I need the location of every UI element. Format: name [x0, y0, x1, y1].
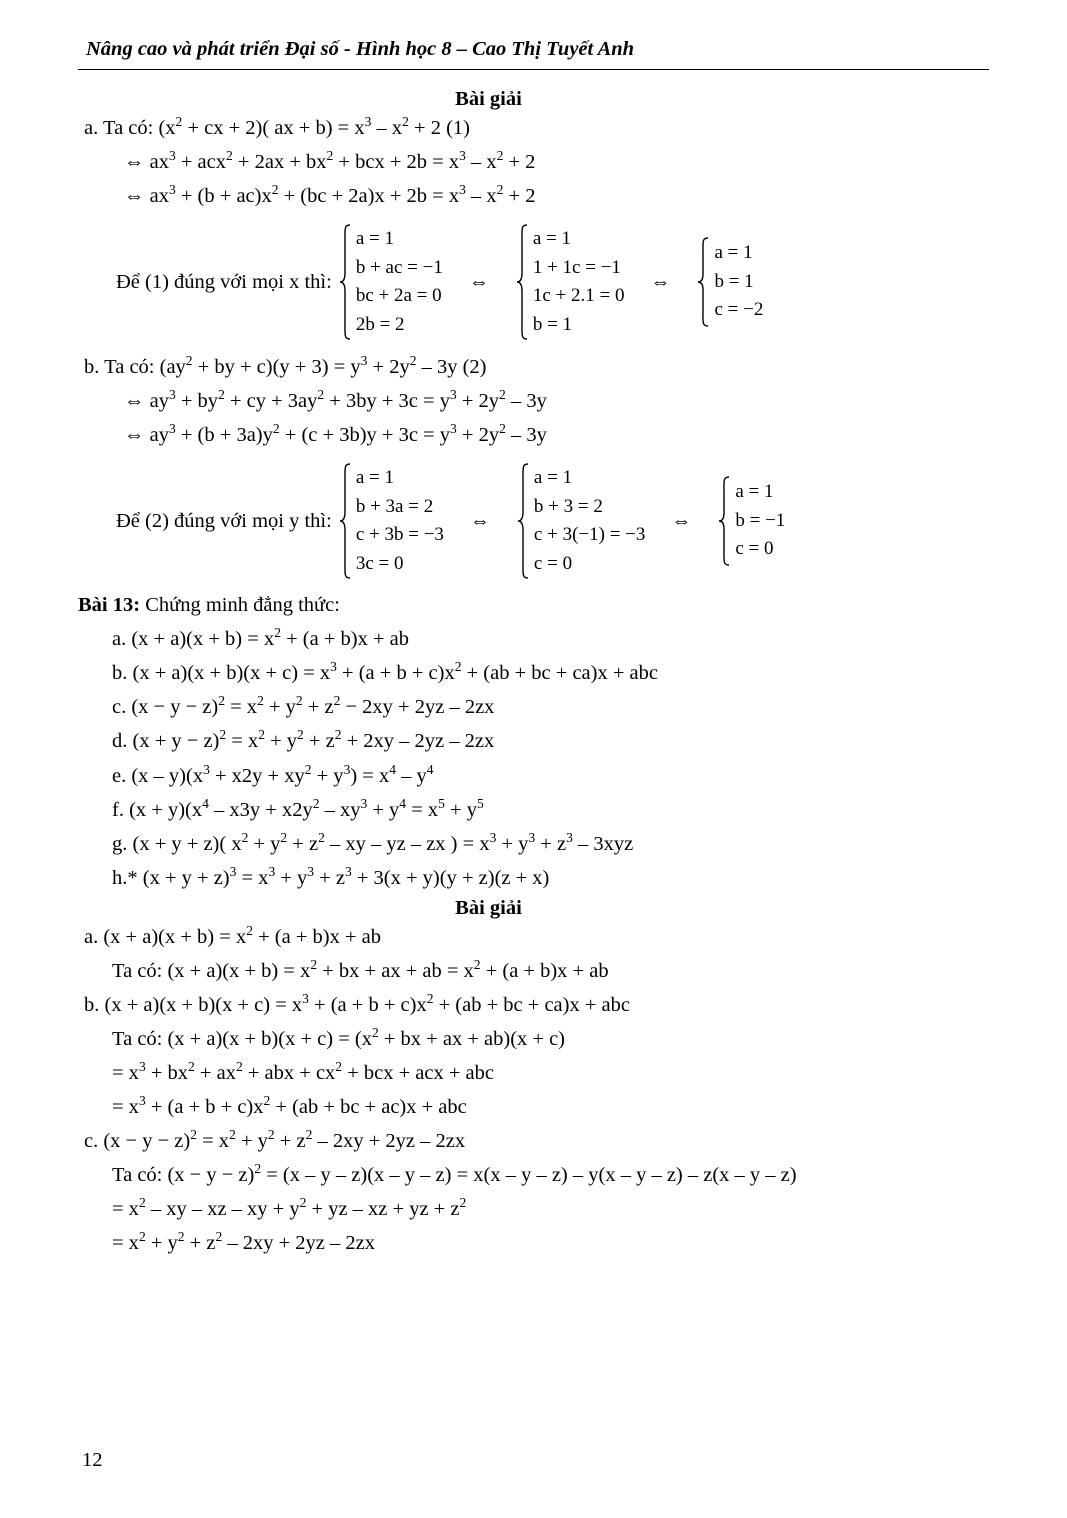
part-b-line-1: b. Ta có: ($ay^2$ + by + $c)(y + 3) = y^3 + 2y^2 - 3y$ (2) — [84, 353, 487, 378]
brace-icon — [515, 223, 529, 341]
part-a-system-label: Để (1) đúng với mọi x thì: — [116, 270, 332, 293]
solution-c-work-1: Ta có: $(x - y - z)^2 = (x - y - z)(x - y - z) = x(x - y - z) - y(x - y - z) - z(x - y - z)$ — [112, 1160, 797, 1186]
eq-a3-2: b = 1 — [714, 270, 754, 292]
exercise-item: c. $(x - y - z)^2 = x^2 + y^2 + z^2 - 2xy + 2yz - 2zx$ — [112, 693, 495, 719]
eq-b1-4: 3c = 0 — [355, 552, 404, 574]
part-b-system-2 — [516, 462, 645, 580]
part-b-system-3 — [717, 475, 785, 567]
eq-a3-3: c = −2 — [714, 299, 764, 321]
solution-b-work-1: Ta có: $(x + a)(x + b)(x + c) = (x^2$ + bx + ax + ab)(x + c) — [112, 1024, 566, 1050]
brace-icon — [338, 462, 352, 580]
exercise-item-list — [78, 622, 989, 894]
iff-symbol-b1: ⇔ — [469, 509, 490, 532]
eq-b2-2: b + 3 = 2 — [533, 495, 603, 517]
eq-a3-1: a = 1 — [714, 242, 753, 264]
solution-heading-1: Bài giải — [455, 88, 522, 110]
eq-a1-4: 2b = 2 — [355, 313, 405, 335]
part-b-system-label: Để (2) đúng với mọi y thì: — [116, 509, 332, 532]
solution-a-statement: a. $(x + a)(x + b) = x^2 + (a + b)x$ + ab — [84, 922, 382, 948]
exercise-item: b. $(x + a)(x + b)(x + c) = x^3 + (a + b + c)x^2 + (ab$ + bc + ca)x + abc — [112, 659, 658, 685]
eq-b2-1: a = 1 — [533, 467, 573, 489]
page-header: Nâng cao và phát triển Đại số - Hình học 8 – Cao Thị Tuyết Anh — [78, 38, 989, 70]
eq-b1-3: c + 3b = −3 — [355, 524, 444, 546]
solution-c-work-2: = $x^2$ – xy – xz – xy + $y^2$ + yz – xz + yz + $z^2$ — [112, 1194, 467, 1220]
brace-icon — [516, 462, 530, 580]
solution-a-work-1: Ta có: $(x + a)(x + b) = x^2$ + bx + ax + ab = $x^2 + (a + b)x$ + ab — [112, 956, 609, 982]
solution-heading-2: Bài giải — [455, 896, 522, 919]
solution-c-statement: c. $(x - y - z)^2 = x^2 + y^2 + z^2 - 2xy + 2yz - 2zx$ — [84, 1126, 466, 1152]
part-b-system-1 — [338, 462, 444, 580]
exercise-item: h.* $(x + y + z)^3 = x^3 + y^3 + z^3 + 3(x + y)(y + z)(z + x)$ — [112, 863, 550, 889]
exercise-item: f. $(x + y)(x^4 - x3y + x2y^2 - xy^3 + y^4 = x^5 + y^5$ — [112, 795, 484, 821]
exercise-item: a. $(x + a)(x + b) = x^2 + (a + b)x$ + ab — [112, 625, 410, 651]
eq-a2-1: a = 1 — [532, 228, 571, 250]
eq-a2-3: 1c + 2.1 = 0 — [532, 285, 625, 307]
brace-icon — [338, 223, 352, 341]
eq-b1-1: a = 1 — [355, 467, 394, 489]
eq-a2-4: b = 1 — [532, 313, 573, 335]
solution-b-statement: b. $(x + a)(x + b)(x + c) = x^3 + (a + b + c)x^2 + (ab$ + bc + ca)x + abc — [84, 990, 630, 1016]
part-a-line-2: ⇔ $ax^3 + acx^2 + 2ax + bx^2$ + bcx + $2b = x^3 - x^2 + 2$ — [124, 148, 536, 173]
solution-b-work-2: = $x^3 + bx^2 + ax^2$ + abx + $cx^2$ + bcx + acx + abc — [112, 1058, 494, 1084]
part-a-system-2 — [515, 223, 625, 341]
eq-b3-1: a = 1 — [735, 481, 774, 503]
eq-b2-4: c = 0 — [533, 552, 573, 574]
iff-symbol-b2: ⇔ — [671, 509, 692, 532]
eq-a1-2: b + ac = −1 — [355, 256, 443, 278]
part-a-line-1: a. Ta có: ($x^2$ + cx + 2)( ax + $b) = x^3 - x^2 + 2$ (1) — [84, 114, 470, 139]
brace-icon — [696, 236, 710, 328]
page-number: 12 — [82, 1449, 103, 1471]
eq-b1-2: b + 3a = 2 — [355, 495, 434, 517]
part-a-line-3: ⇔ $ax^3 + (b + ac)x^2 + (bc + 2a)x + 2b = x^3 - x^2 + 2$ — [124, 182, 536, 207]
exercise-heading — [78, 589, 989, 622]
iff-symbol-a1: ⇔ — [468, 270, 489, 293]
part-b-line-3: ⇔ $ay^3 + (b + 3a)y^2 + (c + 3b)y + 3c = y^3 + 2y^2 - 3y$ — [124, 421, 547, 446]
eq-b3-2: b = −1 — [735, 509, 786, 531]
exercise-title: Chứng minh đẳng thức: — [140, 594, 340, 617]
exercise-item: g. (x + y + z)( $x^2 + y^2 + z^2$ – xy – yz – zx ) = $x^3 + y^3 + z^3 - 3xyz$ — [112, 829, 634, 855]
exercise-item: e. $(x - y)(x^3 + x2y + xy^2 + y^3) = x^4 - y^4$ — [112, 761, 434, 787]
eq-a2-2: 1 + 1c = −1 — [532, 256, 621, 278]
exercise-label: Bài 13: — [78, 594, 141, 617]
exercise-item: d. $(x + y - z)^2 = x^2 + y^2 + z^2 + 2xy - 2yz - 2zx$ — [112, 727, 495, 753]
part-a-system-3 — [696, 236, 763, 328]
eq-b2-3: c + 3(−1) = −3 — [533, 524, 646, 546]
part-a-system-1 — [338, 223, 443, 341]
solution-b-work-3: = $x^3 + (a + b + c)x^2 + (ab$ + bc + ac)x + abc — [112, 1092, 467, 1118]
eq-b3-3: c = 0 — [735, 538, 774, 560]
eq-a1-1: a = 1 — [355, 228, 394, 250]
part-b-line-2: ⇔ $ay^3 + by^2$ + cy + $3ay^2 + 3by + 3c = y^3 + 2y^2 - 3y$ — [124, 387, 547, 412]
eq-a1-3: bc + 2a = 0 — [355, 285, 442, 307]
solution-c-work-3: = $x^2 + y^2 + z^2 - 2xy + 2yz - 2zx$ — [112, 1228, 375, 1254]
part-a-system-row — [78, 223, 989, 341]
part-b-system-row — [78, 462, 989, 580]
iff-symbol-a2: ⇔ — [650, 270, 671, 293]
brace-icon — [717, 475, 731, 567]
